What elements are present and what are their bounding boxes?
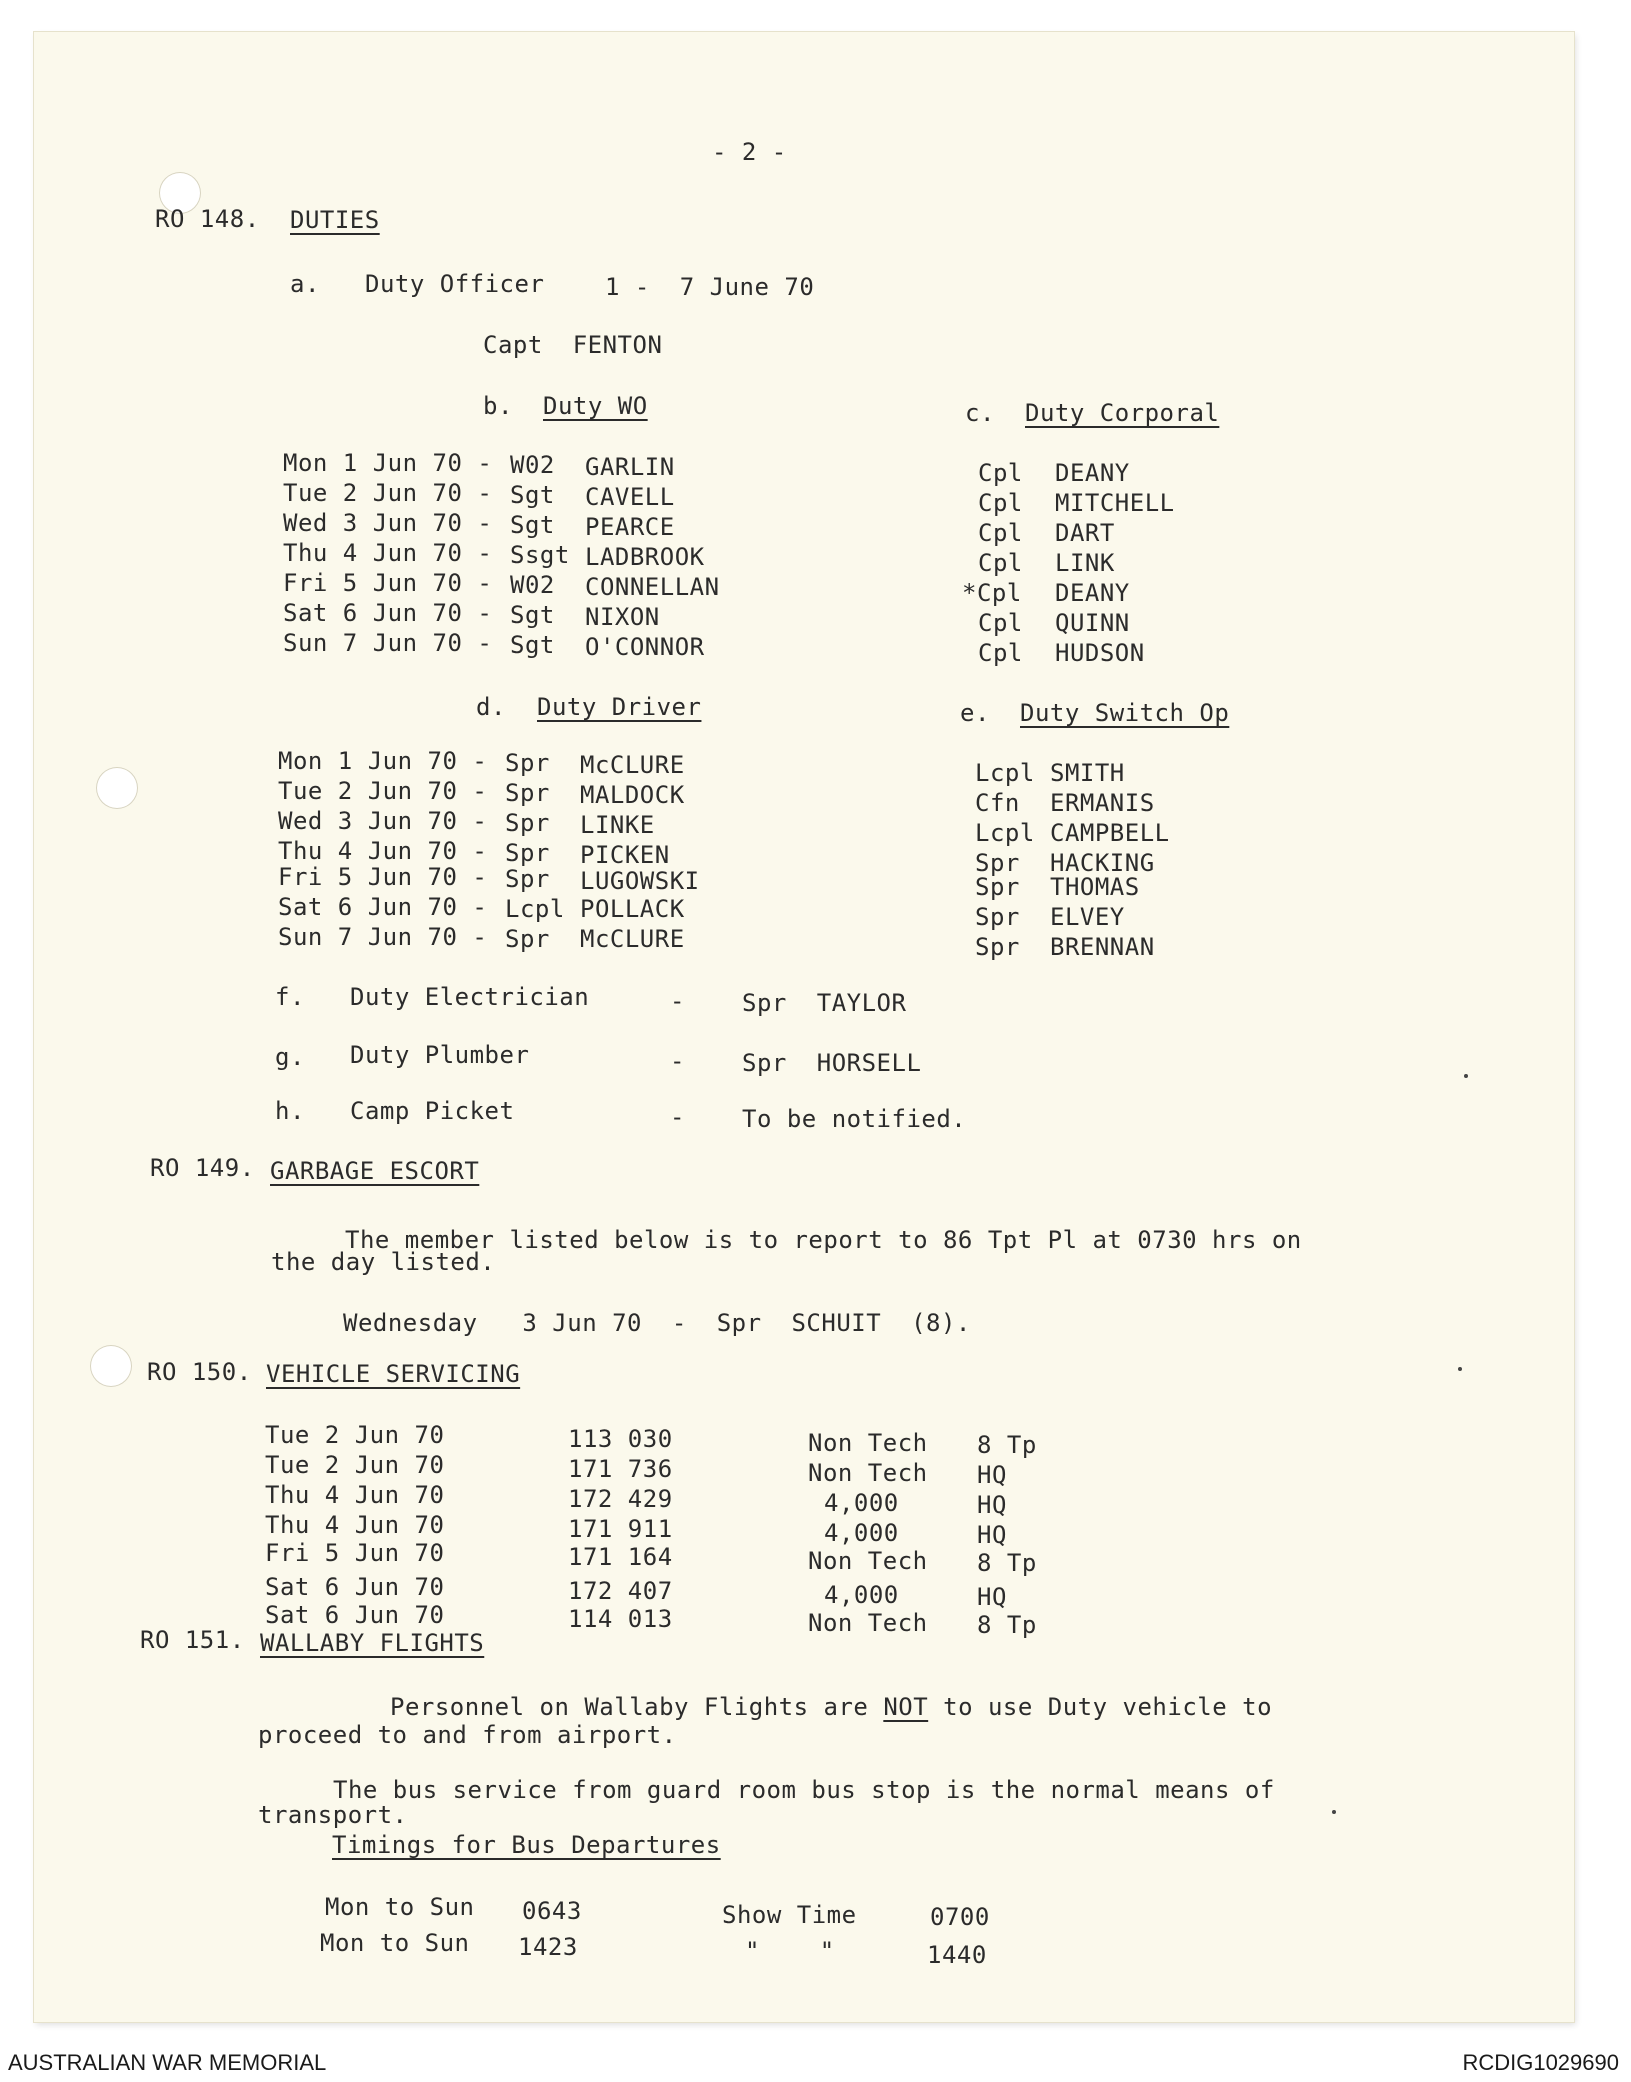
ro151-number: RO 151. bbox=[140, 1626, 245, 1654]
speck bbox=[1332, 1810, 1336, 1814]
ro148-number: RO 148. bbox=[155, 205, 260, 233]
speck bbox=[1458, 1367, 1462, 1371]
archive-caption-right: RCDIG1029690 bbox=[1462, 2050, 1619, 2075]
bus-timings-heading: Timings for Bus Departures bbox=[332, 1831, 721, 1859]
punch-hole-lower bbox=[90, 1345, 132, 1387]
duty-officer-label: Duty Officer bbox=[365, 270, 545, 298]
duty-corporal-letter: c. bbox=[965, 399, 995, 427]
duty-wo-heading: Duty WO bbox=[543, 392, 648, 420]
ro149-entry: Wednesday 3 Jun 70 - Spr SCHUIT (8). bbox=[343, 1309, 971, 1337]
ro149-text-line1: The member listed below is to report to 86 Tpt Pl at 0730 hrs on bbox=[345, 1226, 1302, 1254]
duty-officer-period: 1 - 7 June 70 bbox=[605, 273, 815, 301]
emphasis-not: NOT bbox=[883, 1693, 929, 1721]
duty-switch-op-letter: e. bbox=[960, 699, 990, 727]
duty-corporal-heading: Duty Corporal bbox=[1025, 399, 1220, 427]
duty-officer-name: Capt FENTON bbox=[483, 331, 663, 359]
ro150-number: RO 150. bbox=[147, 1358, 252, 1386]
archive-caption-left: AUSTRALIAN WAR MEMORIAL bbox=[8, 2050, 327, 2075]
duty-driver-heading: Duty Driver bbox=[537, 693, 702, 721]
page-number: - 2 - bbox=[712, 138, 787, 166]
ro149-text-line2: the day listed. bbox=[271, 1248, 496, 1276]
ro151-para1-line2: proceed to and from airport. bbox=[258, 1721, 677, 1749]
ro148-title: DUTIES bbox=[290, 206, 380, 234]
ro151-title: WALLABY FLIGHTS bbox=[260, 1629, 485, 1657]
duty-officer-letter: a. bbox=[290, 270, 320, 298]
speck bbox=[1464, 1074, 1468, 1078]
duty-switch-op-heading: Duty Switch Op bbox=[1020, 699, 1230, 727]
ro150-title: VEHICLE SERVICING bbox=[266, 1360, 521, 1388]
ro149-title: GARBAGE ESCORT bbox=[270, 1157, 480, 1185]
ro151-para1-line1: Personnel on Wallaby Flights are NOT to use Duty vehicle to bbox=[390, 1693, 1273, 1721]
duty-driver-letter: d. bbox=[476, 693, 506, 721]
ro149-number: RO 149. bbox=[150, 1154, 255, 1182]
ro151-para2-line2: transport. bbox=[258, 1801, 408, 1829]
punch-hole-middle bbox=[96, 767, 138, 809]
duty-wo-letter: b. bbox=[483, 392, 513, 420]
ro151-para2-line1: The bus service from guard room bus stop is the normal means of bbox=[333, 1776, 1275, 1804]
